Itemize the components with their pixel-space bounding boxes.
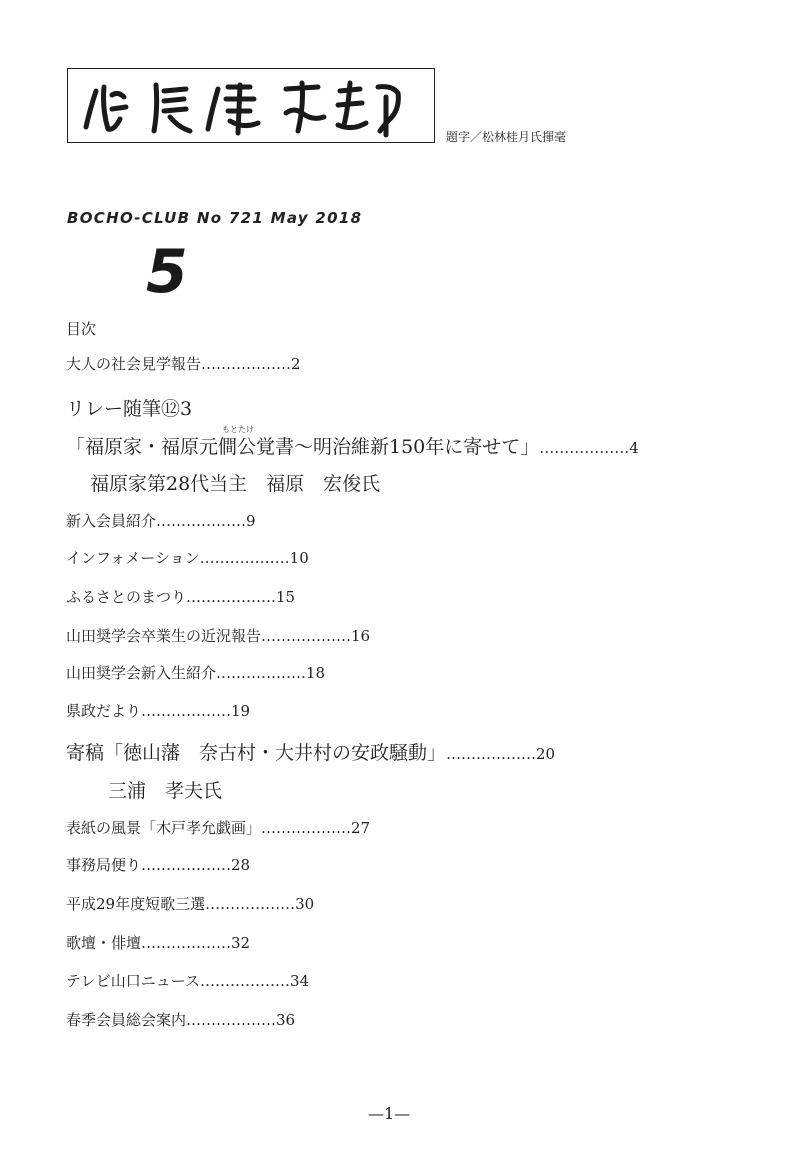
toc-item[interactable] [66, 625, 370, 646]
toc-item-dots: ……………… [261, 627, 352, 645]
toc-item-dots: ……………… [156, 512, 247, 530]
toc-item-title: 三浦 孝夫氏 [108, 780, 223, 802]
toc-item[interactable] [66, 738, 555, 765]
toc-item-title: 大人の社会見学報告 [66, 355, 202, 373]
toc-item-title: 県政だより [66, 702, 142, 720]
toc-item-dots: ……………… [141, 934, 232, 952]
toc-item[interactable] [66, 970, 309, 991]
toc-item-title: 事務局便り [66, 856, 142, 874]
toc-item[interactable] [66, 394, 192, 421]
toc-item-title: 新入会員紹介 [66, 512, 157, 530]
toc-item-title: 山田奨学会卒業生の近況報告 [66, 627, 262, 645]
calligraphy-title-logo [68, 69, 434, 142]
toc-item-dots: ……………… [205, 895, 296, 913]
toc-item-dots: ……………… [446, 745, 537, 763]
toc-item-title: ふるさとのまつり [66, 588, 187, 606]
toc-item-title: リレー随筆⑫3 [66, 398, 193, 420]
toc-item-dots: ……………… [201, 355, 292, 373]
toc-item-dots: ……………… [199, 549, 290, 567]
toc-item[interactable] [66, 932, 250, 953]
toc-item-title: 春季会員総会案内 [66, 1011, 187, 1029]
toc-item-page: 20 [536, 745, 556, 763]
toc-item-page: 15 [276, 588, 296, 606]
ruby-annotation: もとたけ [222, 425, 254, 434]
toc-item-author [90, 469, 380, 496]
toc-item-title: 平成29年度短歌三選 [66, 895, 206, 913]
issue-line: BOCHO-CLUB No 721 May 2018 [67, 209, 363, 227]
toc-item-page: 19 [231, 702, 251, 720]
toc-item-page: 27 [351, 819, 371, 837]
toc-item-title: 山田奨学会新入生紹介 [66, 664, 217, 682]
calligraphy-title-box [67, 68, 435, 143]
toc-item-page: 10 [289, 549, 309, 567]
toc-item-page: 9 [246, 512, 256, 530]
toc-item[interactable] [66, 432, 639, 459]
toc-item[interactable] [66, 1009, 295, 1030]
toc-item-dots: ……………… [199, 972, 290, 990]
toc-item-page: 36 [276, 1011, 296, 1029]
toc-item-dots: ……………… [186, 1011, 277, 1029]
toc-item-page: 18 [306, 664, 326, 682]
title-credit: 題字／松林桂月氏揮毫 [446, 130, 567, 144]
toc-item-dots: ……………… [216, 664, 307, 682]
toc-item-page: 28 [231, 856, 251, 874]
toc-item-title: 福原家第28代当主 福原 宏俊氏 [90, 473, 381, 495]
toc-item-page: 30 [295, 895, 315, 913]
toc-item[interactable] [66, 662, 325, 683]
issue-month-number: 5 [146, 237, 188, 307]
toc-item-dots: ……………… [141, 702, 232, 720]
toc-item-page: 34 [289, 972, 310, 990]
toc-item-title: 表紙の風景「木戸孝允戯画」 [66, 819, 262, 837]
toc-item-dots: ……………… [186, 588, 277, 606]
toc-item-page: 32 [231, 934, 251, 952]
toc-item-title: テレビ山口ニュース [66, 972, 200, 990]
toc-item-dots: ……………… [141, 856, 232, 874]
toc-item-page: 4 [629, 439, 639, 457]
toc-item-title: 「福原家・福原元僴公覚書〜明治維新150年に寄せて」 [66, 436, 540, 458]
toc-item-title: 歌壇・俳壇 [66, 934, 142, 952]
toc-item-title: 寄稿「徳山藩 奈古村・大井村の安政騒動」 [66, 742, 447, 764]
toc-item[interactable] [66, 547, 309, 568]
page-number: —1— [368, 1104, 411, 1123]
toc-item[interactable] [66, 854, 250, 875]
toc-item-dots: ……………… [261, 819, 352, 837]
toc-item-dots: ……………… [539, 439, 630, 457]
toc-item[interactable] [66, 510, 256, 531]
toc-item[interactable] [66, 586, 295, 607]
toc-item[interactable] [66, 700, 250, 721]
toc-item-title: インフォメーション [66, 549, 200, 567]
toc-item[interactable] [66, 817, 370, 838]
toc-item-page: 2 [291, 355, 301, 373]
toc-item-page: 16 [351, 627, 371, 645]
toc-item-author [108, 776, 222, 803]
toc-item[interactable] [66, 893, 314, 914]
toc-item[interactable] [66, 353, 301, 374]
toc-heading: 目次 [66, 320, 97, 338]
